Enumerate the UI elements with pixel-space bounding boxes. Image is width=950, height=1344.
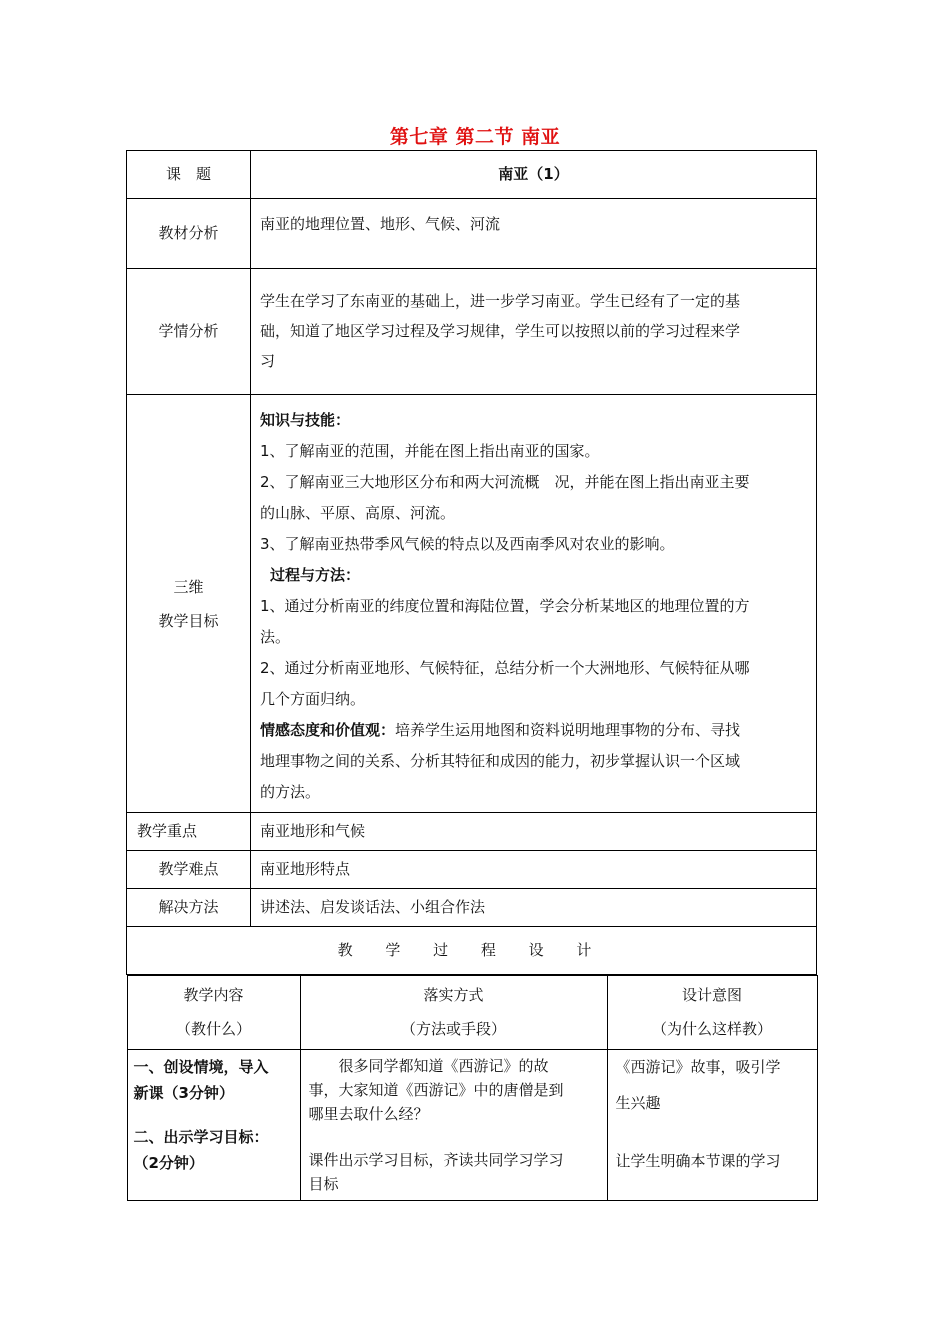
knowledge-item: 3、了解南亚热带季风气候的特点以及西南季风对农业的影响。 (260, 535, 675, 553)
knowledge-item: 2、了解南亚三大地形区分布和两大河流概 况，并能在图上指出南亚主要 (260, 473, 750, 491)
process-design-heading-row (127, 927, 817, 975)
student-label: 学情分析 (127, 269, 251, 395)
process-item: 2、通过分析南亚地形、气候特征，总结分析一个大洲地形、气候特征从哪 (260, 659, 750, 677)
emotion-text: 培养学生运用地图和资料说明地理事物的分布、寻找 (395, 721, 741, 739)
material-label: 教材分析 (127, 199, 251, 269)
student-row (127, 269, 817, 395)
knowledge-item: 1、了解南亚的范围，并能在图上指出南亚的国家。 (260, 442, 600, 460)
material-row (127, 199, 817, 269)
student-line: 学生在学习了东南亚的基础上，进一步学习南亚。学生已经有了一定的基 (260, 292, 741, 310)
process-content-cell: 一、创设情境，导入 新课（3分钟） 二、出示学习目标： （2分钟） (127, 1050, 300, 1201)
method-label: 解决方法 (127, 889, 251, 927)
method-value: 讲述法、启发谈话法、小组合作法 (251, 889, 817, 927)
process-header-row (127, 976, 817, 1050)
key-point-label: 教学重点 (127, 813, 251, 851)
knowledge-heading: 知识与技能： (260, 411, 351, 429)
process-item: 1、通过分析南亚的纬度位置和海陆位置，学会分析某地区的地理位置的方 (260, 597, 750, 615)
student-line: 习 (260, 352, 276, 370)
goals-row (127, 395, 817, 813)
key-point-row (127, 813, 817, 851)
emotion-line: 的方法。 (260, 783, 321, 801)
difficulty-label: 教学难点 (127, 851, 251, 889)
difficulty-row (127, 851, 817, 889)
student-value (251, 269, 817, 395)
goals-label (127, 395, 251, 813)
goals-content (251, 395, 817, 813)
process-item: 法。 (260, 628, 291, 646)
goals-label-line1: 三维 (173, 577, 204, 596)
column-content-header: 教学内容 （教什么） (127, 976, 300, 1050)
lesson-plan-table (126, 150, 817, 1201)
method-row (127, 889, 817, 927)
topic-label: 课 题 (127, 151, 251, 199)
difficulty-value: 南亚地形特点 (251, 851, 817, 889)
emotion-heading: 情感态度和价值观： (260, 721, 396, 739)
knowledge-item: 的山脉、平原、高原、河流。 (260, 504, 456, 522)
process-method-cell: 很多同学都知道《西游记》的故 事，大家知道《西游记》中的唐僧是到 哪里去取什么经？ 课件出示学习目标，齐读共同学习学习 目标 (300, 1050, 607, 1201)
student-line: 础，知道了地区学习过程及学习规律，学生可以按照以前的学习过程来学 (260, 322, 741, 340)
emotion-line: 地理事物之间的关系、分析其特征和成因的能力，初步掌握认识一个区域 (260, 752, 741, 770)
page-title: 第七章 第二节 南亚 (389, 126, 561, 148)
process-design-heading: 教 学 过 程 设 计 (127, 927, 817, 975)
process-design-table (127, 975, 818, 1201)
column-method-header: 落实方式 （方法或手段） (300, 976, 607, 1050)
column-intent-header: 设计意图 （为什么这样教） (607, 976, 817, 1050)
topic-value: 南亚（1） (251, 151, 817, 199)
goals-label-line2: 教学目标 (158, 611, 219, 630)
process-body-row (127, 1050, 817, 1201)
key-point-value: 南亚地形和气候 (251, 813, 817, 851)
process-intent-cell: 《西游记》故事，吸引学 生兴趣 让学生明确本节课的学习 (607, 1050, 817, 1201)
emotion-line (260, 715, 807, 746)
material-value: 南亚的地理位置、地形、气候、河流 (251, 199, 817, 269)
process-design-row (127, 975, 817, 1202)
process-heading: 过程与方法： (270, 566, 361, 584)
topic-row (127, 151, 817, 199)
process-item: 几个方面归纳。 (260, 690, 366, 708)
